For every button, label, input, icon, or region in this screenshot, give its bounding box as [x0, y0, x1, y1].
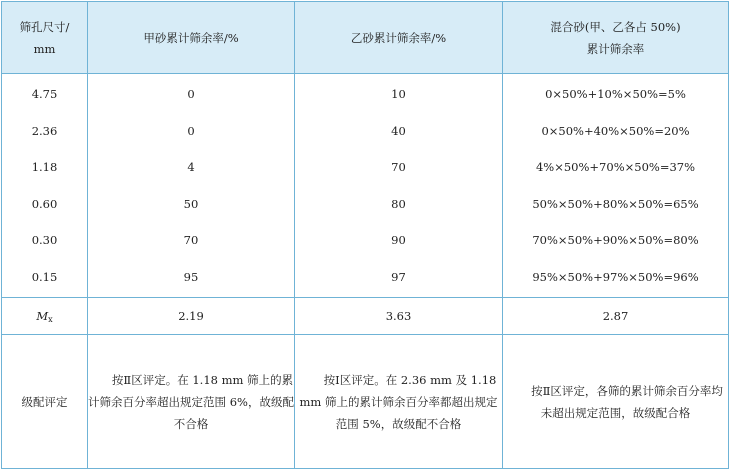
- sand-a-grading: 按Ⅱ区评定。在 1.18 mm 筛上的累计筛余百分率超出规定范围 6%，故级配不合格: [88, 335, 295, 469]
- header-sieve-size: 筛孔尺寸/ mm: [2, 2, 88, 74]
- sand-a-cell: 4: [88, 149, 295, 186]
- sieve-size-cell: 0.60: [2, 186, 88, 223]
- table-row: [2, 259, 729, 298]
- fineness-modulus-row: [2, 298, 729, 335]
- sand-b-cell: 40: [295, 113, 503, 150]
- grading-label: 级配评定: [2, 335, 88, 469]
- header-sand-a: 甲砂累计筛余率/%: [88, 2, 295, 74]
- sand-a-cell: 0: [88, 74, 295, 113]
- table-row: [2, 222, 729, 259]
- sand-a-modulus: 2.19: [88, 298, 295, 335]
- sand-b-cell: 97: [295, 259, 503, 298]
- sand-b-modulus: 3.63: [295, 298, 503, 335]
- fineness-modulus-label: Mx: [2, 298, 88, 335]
- sand-a-cell: 70: [88, 222, 295, 259]
- sieve-size-cell: 4.75: [2, 74, 88, 113]
- sand-b-cell: 10: [295, 74, 503, 113]
- sieve-size-cell: 0.30: [2, 222, 88, 259]
- grading-row: [2, 335, 729, 469]
- sand-a-cell: 50: [88, 186, 295, 223]
- sieve-size-cell: 2.36: [2, 113, 88, 150]
- table-row: [2, 186, 729, 223]
- header-mixed-sand: 混合砂(甲、乙各占 50%) 累计筛余率: [503, 2, 729, 74]
- mixed-cell: 0×50%+10%×50%=5%: [503, 74, 729, 113]
- header-sand-b: 乙砂累计筛余率/%: [295, 2, 503, 74]
- sand-b-grading: 按Ⅰ区评定。在 2.36 mm 及 1.18 mm 筛上的累计筛余百分率都超出规定范围 5%，故级配不合格: [295, 335, 503, 469]
- sieve-size-cell: 0.15: [2, 259, 88, 298]
- sieve-analysis-table: [1, 1, 729, 469]
- sand-b-cell: 90: [295, 222, 503, 259]
- mixed-grading: 按Ⅱ区评定，各筛的累计筛余百分率均未超出规定范围，故级配合格: [503, 335, 729, 469]
- sieve-size-cell: 1.18: [2, 149, 88, 186]
- table-row: [2, 149, 729, 186]
- mixed-cell: 70%×50%+90%×50%=80%: [503, 222, 729, 259]
- sand-a-cell: 95: [88, 259, 295, 298]
- sand-b-cell: 70: [295, 149, 503, 186]
- mixed-cell: 95%×50%+97%×50%=96%: [503, 259, 729, 298]
- table-row: [2, 113, 729, 150]
- sand-a-cell: 0: [88, 113, 295, 150]
- mixed-cell: 50%×50%+80%×50%=65%: [503, 186, 729, 223]
- mixed-cell: 4%×50%+70%×50%=37%: [503, 149, 729, 186]
- mixed-modulus: 2.87: [503, 298, 729, 335]
- sand-b-cell: 80: [295, 186, 503, 223]
- table-row: [2, 74, 729, 113]
- header-row: [2, 2, 729, 74]
- mixed-cell: 0×50%+40%×50%=20%: [503, 113, 729, 150]
